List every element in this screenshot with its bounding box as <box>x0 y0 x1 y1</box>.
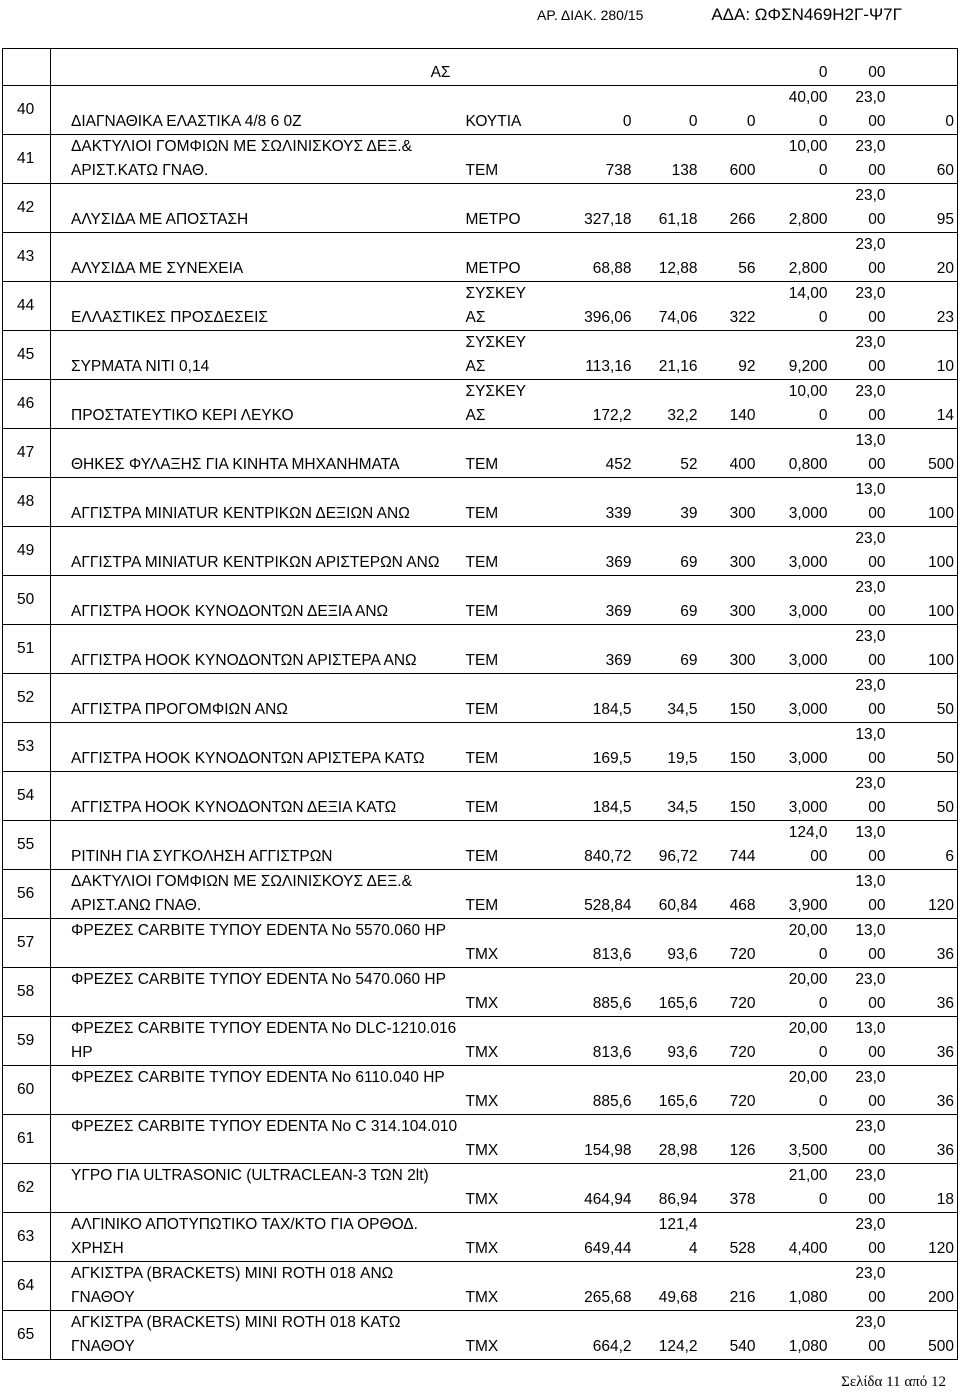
cell-n1: 738 <box>533 135 635 184</box>
cell-n5: 23,0 00 <box>831 1262 889 1311</box>
cell-n4: 3,500 <box>759 1115 831 1164</box>
cell-n6: 50 <box>889 723 958 772</box>
cell-n6: 100 <box>889 478 958 527</box>
cell-desc: ΔΑΚΤΥΛΙΟΙ ΓΟΜΦΙΩΝ ΜΕ ΣΩΛΙΝΙΣΚΟΥΣ ΔΕΞ.& ΑΡΙΣΤ.ΚΑΤΩ ΓΝΑΘ. <box>51 135 463 184</box>
cell-desc: ΑΓΓΙΣΤΡΑ HOOK ΚΥΝΟΔΟΝΤΩΝ ΑΡΙΣΤΕΡΑ ΑΝΩ <box>51 625 463 674</box>
cell-no: 52 <box>3 674 51 723</box>
table-row <box>3 86 958 135</box>
unit-cell: ΑΣ <box>430 64 451 81</box>
cell-desc: ΑΓΓΙΣΤΡΑ HOOK ΚΥΝΟΔΟΝΤΩΝ ΑΡΙΣΤΕΡΑ ΚΑΤΩ <box>51 723 463 772</box>
cell-no: 42 <box>3 184 51 233</box>
cell-n1: 528,84 <box>533 870 635 919</box>
cell-no: 48 <box>3 478 51 527</box>
cell-n4: 3,000 <box>759 723 831 772</box>
cell-n6: 14 <box>889 380 958 429</box>
cell-n3: 720 <box>701 1017 759 1066</box>
cell-n2: 93,6 <box>635 919 701 968</box>
cell-n4: 20,00 0 <box>759 968 831 1017</box>
cell-unit: ΤΜΧ <box>463 1164 533 1213</box>
cell-n4: 20,00 0 <box>759 919 831 968</box>
cell-n2: 52 <box>635 429 701 478</box>
cell-n3: 150 <box>701 772 759 821</box>
cell-no: 56 <box>3 870 51 919</box>
table-row <box>3 1311 958 1360</box>
table-row <box>3 723 958 772</box>
ada-code: ΑΔΑ: ΩΦΣΝ469Η2Γ-Ψ7Γ <box>711 5 902 24</box>
cell-n6: 0 <box>889 86 958 135</box>
table-row <box>3 1164 958 1213</box>
cell-desc: ΥΓΡΟ ΓΙΑ ULTRASONIC (ULTRACLEAN-3 ΤΩΝ 2lt) <box>51 1164 463 1213</box>
table-row <box>3 772 958 821</box>
cell-unit: ΤΜΧ <box>463 1115 533 1164</box>
cell-n1: 0 <box>533 86 635 135</box>
cell-unit: ΤΕΜ <box>463 135 533 184</box>
cell-n2: 124,2 <box>635 1311 701 1360</box>
table-row <box>3 919 958 968</box>
cell-unit: ΣΥΣΚΕΥ ΑΣ <box>463 282 533 331</box>
cell-desc: ΑΓΓΙΣΤΡΑ ΠΡΟΓΟΜΦΙΩΝ ΑΝΩ <box>51 674 463 723</box>
cell-n5: 23,0 00 <box>831 282 889 331</box>
cell-n6: 500 <box>889 429 958 478</box>
cell-desc: ΑΛΥΣΙΔΑ ΜΕ ΑΠΟΣΤΑΣΗ <box>51 184 463 233</box>
cell-n1: 396,06 <box>533 282 635 331</box>
cell-n5: 13,0 00 <box>831 429 889 478</box>
cell-n3: 720 <box>701 919 759 968</box>
cell-n1: 339 <box>533 478 635 527</box>
cell-n5: 23,0 00 <box>831 1213 889 1262</box>
cell-n2: 69 <box>635 527 701 576</box>
cell-n2: 34,5 <box>635 674 701 723</box>
cell-n4: 3,000 <box>759 625 831 674</box>
cell-n2: 34,5 <box>635 772 701 821</box>
cell-n2: 138 <box>635 135 701 184</box>
table-row <box>3 429 958 478</box>
cell-n5: 13,0 00 <box>831 723 889 772</box>
cell-desc: ΦΡΕΖΕΣ CARBITE ΤΥΠΟΥ EDENTA No 6110.040 HP <box>51 1066 463 1115</box>
cell-n3: 0 <box>701 86 759 135</box>
cell-n1: 113,16 <box>533 331 635 380</box>
cell-unit: ΤΕΜ <box>463 674 533 723</box>
cell-n5: 23,0 00 <box>831 625 889 674</box>
cell-desc: ΑΛΓΙΝΙΚΟ ΑΠΟΤΥΠΩΤΙΚΟ ΤΑΧ/ΚΤΟ ΓΙΑ ΟΡΘΟΔ. ΧΡΗΣΗ <box>51 1213 463 1262</box>
cell-n4: 3,000 <box>759 674 831 723</box>
cell-n1: 813,6 <box>533 1017 635 1066</box>
cell-n3: 300 <box>701 625 759 674</box>
cell-no: 44 <box>3 282 51 331</box>
page-header <box>537 5 902 25</box>
items-table <box>2 48 958 1360</box>
cell-no: 55 <box>3 821 51 870</box>
cell-n5: 23,0 00 <box>831 772 889 821</box>
cell-n4: 40,00 0 <box>759 86 831 135</box>
cell-n5: 23,0 00 <box>831 674 889 723</box>
cell-unit: ΤΜΧ <box>463 1017 533 1066</box>
cell-no: 51 <box>3 625 51 674</box>
cell-n4: 9,200 <box>759 331 831 380</box>
cell-desc: ΔΙΑΓΝΑΘΙΚΑ ΕΛΑΣΤΙΚΑ 4/8 6 0Ζ <box>51 86 463 135</box>
cell-n4: 3,000 <box>759 772 831 821</box>
cell-no: 62 <box>3 1164 51 1213</box>
cell-desc: ΦΡΕΖΕΣ CARBITE ΤΥΠΟΥ EDENTA No DLC-1210.016 HP <box>51 1017 463 1066</box>
cell-n4: 3,000 <box>759 576 831 625</box>
cell-desc: ΣΥΡΜΑΤΑ ΝΙΤΙ 0,14 <box>51 331 463 380</box>
cell-n6: 20 <box>889 233 958 282</box>
cell-n1: 265,68 <box>533 1262 635 1311</box>
cell-unit: ΤΕΜ <box>463 429 533 478</box>
cell-n6: 36 <box>889 1017 958 1066</box>
table-row <box>3 1213 958 1262</box>
cell-n3: 744 <box>701 821 759 870</box>
cell-n6: 100 <box>889 625 958 674</box>
cell-n4: 3,000 <box>759 527 831 576</box>
cell-n2: 69 <box>635 576 701 625</box>
cell-no: 40 <box>3 86 51 135</box>
cell-unit: ΤΜΧ <box>463 1262 533 1311</box>
cell-n5: 23,0 00 <box>831 1115 889 1164</box>
cell-n2: 49,68 <box>635 1262 701 1311</box>
cell-n4: 10,00 0 <box>759 135 831 184</box>
cell-n2: 19,5 <box>635 723 701 772</box>
cell-n4: 10,00 0 <box>759 380 831 429</box>
cell-n5: 23,0 00 <box>831 331 889 380</box>
cell-n5: 13,0 00 <box>831 821 889 870</box>
cell-unit: ΤΕΜ <box>463 723 533 772</box>
cell-no: 53 <box>3 723 51 772</box>
cell-n3: 56 <box>701 233 759 282</box>
table-row <box>3 135 958 184</box>
cell-n4: 2,800 <box>759 184 831 233</box>
cell-n6: 120 <box>889 870 958 919</box>
cell-n5: 23,0 00 <box>831 968 889 1017</box>
cell-n2: 165,6 <box>635 1066 701 1115</box>
table-row <box>3 478 958 527</box>
cell-n6: 36 <box>889 1115 958 1164</box>
cell-n4: 124,0 00 <box>759 821 831 870</box>
cell-n4: 14,00 0 <box>759 282 831 331</box>
cell-n3: 92 <box>701 331 759 380</box>
cell-n2: 86,94 <box>635 1164 701 1213</box>
cell-n3: 216 <box>701 1262 759 1311</box>
cell-n3: 600 <box>701 135 759 184</box>
cell-n2: 21,16 <box>635 331 701 380</box>
cell-unit: ΤΕΜ <box>463 870 533 919</box>
cell-n2: 96,72 <box>635 821 701 870</box>
cell-unit: ΣΥΣΚΕΥ ΑΣ <box>463 380 533 429</box>
cell-no: 65 <box>3 1311 51 1360</box>
cell-desc: ΦΡΕΖΕΣ CARBITE ΤΥΠΟΥ EDENTA No 5470.060 HP <box>51 968 463 1017</box>
cell-no: 61 <box>3 1115 51 1164</box>
cell-n1: 885,6 <box>533 968 635 1017</box>
cell-n4: 0,800 <box>759 429 831 478</box>
cell-desc: ΦΡΕΖΕΣ CARBITE ΤΥΠΟΥ EDENTA No 5570.060 HP <box>51 919 463 968</box>
cell-n3: 300 <box>701 576 759 625</box>
cell-desc: ΑΓΓΙΣΤΡΑ HOOK ΚΥΝΟΔΟΝΤΩΝ ΔΕΞΙΑ ΑΝΩ <box>51 576 463 625</box>
cell-n5: 13,0 00 <box>831 919 889 968</box>
table-row <box>3 576 958 625</box>
cell-n6: 50 <box>889 772 958 821</box>
cell-n3: 468 <box>701 870 759 919</box>
cell-unit: ΚΟΥΤΙΑ <box>463 86 533 135</box>
cell-n2: 28,98 <box>635 1115 701 1164</box>
cell-n3: 540 <box>701 1311 759 1360</box>
table-row <box>3 282 958 331</box>
cell-desc: ΑΓΓΙΣΤΡΑ MINIATUR ΚΕΝΤΡΙΚΩΝ ΔΕΞΙΩΝ ΑΝΩ <box>51 478 463 527</box>
cell-n3: 378 <box>701 1164 759 1213</box>
cell-n3: 140 <box>701 380 759 429</box>
cell-n3: 150 <box>701 723 759 772</box>
cell-unit: ΤΜΧ <box>463 1311 533 1360</box>
cell-n2: 69 <box>635 625 701 674</box>
cell-n4: 20,00 0 <box>759 1017 831 1066</box>
table-row <box>3 1115 958 1164</box>
cell-n1: 369 <box>533 527 635 576</box>
cell-no: 58 <box>3 968 51 1017</box>
cell-n6: 120 <box>889 1213 958 1262</box>
cell-no: 46 <box>3 380 51 429</box>
cell-n6: 95 <box>889 184 958 233</box>
table-row <box>3 1262 958 1311</box>
table-row <box>3 1066 958 1115</box>
cell-n5: 23,0 00 <box>831 1066 889 1115</box>
cell-desc: ΘΗΚΕΣ ΦΥΛΑΞΗΣ ΓΙΑ ΚΙΝΗΤΑ ΜΗΧΑΝΗΜΑΤΑ <box>51 429 463 478</box>
cell-n4: 3,000 <box>759 478 831 527</box>
cell-desc: ΑΓΚΙΣΤΡΑ (BRACKETS) MINI ROTH 018 ΑΝΩ ΓΝΑΘΟΥ <box>51 1262 463 1311</box>
cell-n4: 1,080 <box>759 1311 831 1360</box>
cell-unit: ΤΜΧ <box>463 1213 533 1262</box>
cell-n3: 300 <box>701 527 759 576</box>
cell-n5: 23,0 00 <box>831 1164 889 1213</box>
cell-n2: 0 <box>635 86 701 135</box>
cell-no: 47 <box>3 429 51 478</box>
cell-n6: 6 <box>889 821 958 870</box>
cell-n2: 12,88 <box>635 233 701 282</box>
cell-n5: 23,0 00 <box>831 184 889 233</box>
cell-n5: 23,0 00 <box>831 380 889 429</box>
cell-n6: 10 <box>889 331 958 380</box>
table-row <box>3 331 958 380</box>
cell-n4: 21,00 0 <box>759 1164 831 1213</box>
cell-n5: 23,0 00 <box>831 86 889 135</box>
cell-unit: ΜΕΤΡΟ <box>463 184 533 233</box>
table-row <box>3 380 958 429</box>
table-row <box>3 968 958 1017</box>
cell-n2: 61,18 <box>635 184 701 233</box>
cell-no: 49 <box>3 527 51 576</box>
cell-n6: 100 <box>889 527 958 576</box>
cell-no: 60 <box>3 1066 51 1115</box>
cell-n2: 32,2 <box>635 380 701 429</box>
cell-unit: ΤΕΜ <box>463 576 533 625</box>
cell-n2: 39 <box>635 478 701 527</box>
cell-n4: 1,080 <box>759 1262 831 1311</box>
cell-n6: 36 <box>889 919 958 968</box>
cell-desc: ΡΙΤΙΝΗ ΓΙΑ ΣΥΓΚΟΛΗΣΗ ΑΓΓΙΣΤΡΩΝ <box>51 821 463 870</box>
cell-n3: 400 <box>701 429 759 478</box>
cell-no: 57 <box>3 919 51 968</box>
cell-n4: 0 <box>759 49 831 86</box>
table-row <box>3 625 958 674</box>
table-row <box>3 49 958 86</box>
table-row <box>3 184 958 233</box>
cell-unit: ΜΕΤΡΟ <box>463 233 533 282</box>
cell-unit: ΤΜΧ <box>463 968 533 1017</box>
cell-n5: 23,0 00 <box>831 233 889 282</box>
cell-n1: 327,18 <box>533 184 635 233</box>
cell-no: 64 <box>3 1262 51 1311</box>
cell-n6: 50 <box>889 674 958 723</box>
cell-no: 59 <box>3 1017 51 1066</box>
cell-n5: 13,0 00 <box>831 870 889 919</box>
cell-desc: ΠΡΟΣΤΑΤΕΥΤΙΚΟ ΚΕΡΙ ΛΕΥΚΟ <box>51 380 463 429</box>
cell-n1: 840,72 <box>533 821 635 870</box>
cell-desc: ΑΛΥΣΙΔΑ ΜΕ ΣΥΝΕΧΕΙΑ <box>51 233 463 282</box>
cell-unit: ΣΥΣΚΕΥ ΑΣ <box>463 331 533 380</box>
cell-n6: 18 <box>889 1164 958 1213</box>
cell-n5: 23,0 00 <box>831 1311 889 1360</box>
cell-desc: ΕΛΛΑΣΤΙΚΕΣ ΠΡΟΣΔΕΣΕΙΣ <box>51 282 463 331</box>
cell-n1: 68,88 <box>533 233 635 282</box>
table-row <box>3 674 958 723</box>
cell-no: 43 <box>3 233 51 282</box>
cell-n3: 126 <box>701 1115 759 1164</box>
cell-n6: 60 <box>889 135 958 184</box>
cell-no: 50 <box>3 576 51 625</box>
cell-n3: 266 <box>701 184 759 233</box>
cell-n1: 369 <box>533 576 635 625</box>
cell-desc: ΑΓΓΙΣΤΡΑ HOOK ΚΥΝΟΔΟΝΤΩΝ ΔΕΞΙΑ ΚΑΤΩ <box>51 772 463 821</box>
cell-unit: ΤΜΧ <box>463 1066 533 1115</box>
cell-n6: 36 <box>889 1066 958 1115</box>
cell-unit: ΤΜΧ <box>463 919 533 968</box>
cell-n1: 464,94 <box>533 1164 635 1213</box>
cell-n6: 23 <box>889 282 958 331</box>
cell-n5: 23,0 00 <box>831 576 889 625</box>
cell-n1: 184,5 <box>533 674 635 723</box>
cell-n3: 150 <box>701 674 759 723</box>
cell-n2: 93,6 <box>635 1017 701 1066</box>
cell-desc: ΔΑΚΤΥΛΙΟΙ ΓΟΜΦΙΩΝ ΜΕ ΣΩΛΙΝΙΣΚΟΥΣ ΔΕΞ.& ΑΡΙΣΤ.ΑΝΩ ΓΝΑΘ. <box>51 870 463 919</box>
cell-n5: 13,0 00 <box>831 1017 889 1066</box>
cell-no: 63 <box>3 1213 51 1262</box>
cell-n2: 165,6 <box>635 968 701 1017</box>
cell-n1: 369 <box>533 625 635 674</box>
cell-unit: ΤΕΜ <box>463 625 533 674</box>
cell-unit: ΤΕΜ <box>463 821 533 870</box>
cell-unit: ΤΕΜ <box>463 478 533 527</box>
cell-n1: 172,2 <box>533 380 635 429</box>
cell-n2: 74,06 <box>635 282 701 331</box>
cell-unit: ΤΕΜ <box>463 527 533 576</box>
cell-n6: 200 <box>889 1262 958 1311</box>
cell-unit: ΤΕΜ <box>463 772 533 821</box>
cell-n2: 60,84 <box>635 870 701 919</box>
cell-n6: 100 <box>889 576 958 625</box>
cell-n4: 3,900 <box>759 870 831 919</box>
cell-n3: 720 <box>701 968 759 1017</box>
cell-desc: ΦΡΕΖΕΣ CARBITE ΤΥΠΟΥ EDENTA No C 314.104.010 <box>51 1115 463 1164</box>
page-footer: Σελίδα 11 από 12 <box>841 1374 946 1390</box>
cell-n1: 452 <box>533 429 635 478</box>
cell-n1: 813,6 <box>533 919 635 968</box>
table-row <box>3 1017 958 1066</box>
cell-n3: 528 <box>701 1213 759 1262</box>
cell-n3: 322 <box>701 282 759 331</box>
table-row <box>3 870 958 919</box>
cell-n1: 169,5 <box>533 723 635 772</box>
cell-no: 45 <box>3 331 51 380</box>
table-row <box>3 821 958 870</box>
table-row <box>3 527 958 576</box>
cell-n5: 00 <box>831 49 889 86</box>
cell-n4: 2,800 <box>759 233 831 282</box>
cell-n5: 23,0 00 <box>831 527 889 576</box>
cell-n3: 720 <box>701 1066 759 1115</box>
cell-n1: 664,2 <box>533 1311 635 1360</box>
cell-no: 54 <box>3 772 51 821</box>
cell-n1: 649,44 <box>533 1213 635 1262</box>
table-row <box>3 233 958 282</box>
cell-n4: 20,00 0 <box>759 1066 831 1115</box>
cell-desc: ΑΓΚΙΣΤΡΑ (BRACKETS) MINI ROTH 018 ΚΑΤΩ ΓΝΑΘΟΥ <box>51 1311 463 1360</box>
cell-desc: ΑΓΓΙΣΤΡΑ MINIATUR ΚΕΝΤΡΙΚΩΝ ΑΡΙΣΤΕΡΩΝ ΑΝΩ <box>51 527 463 576</box>
cell-n1: 184,5 <box>533 772 635 821</box>
cell-n6: 500 <box>889 1311 958 1360</box>
cell-n3: 300 <box>701 478 759 527</box>
cell-n2: 121,4 4 <box>635 1213 701 1262</box>
cell-n1: 154,98 <box>533 1115 635 1164</box>
cell-n1: 885,6 <box>533 1066 635 1115</box>
cell-no: 41 <box>3 135 51 184</box>
cell-n5: 23,0 00 <box>831 135 889 184</box>
cell-n6: 36 <box>889 968 958 1017</box>
cell-n4: 4,400 <box>759 1213 831 1262</box>
cell-n5: 13,0 00 <box>831 478 889 527</box>
decision-ref: ΑΡ. ΔΙΑΚ. 280/15 <box>537 7 644 23</box>
